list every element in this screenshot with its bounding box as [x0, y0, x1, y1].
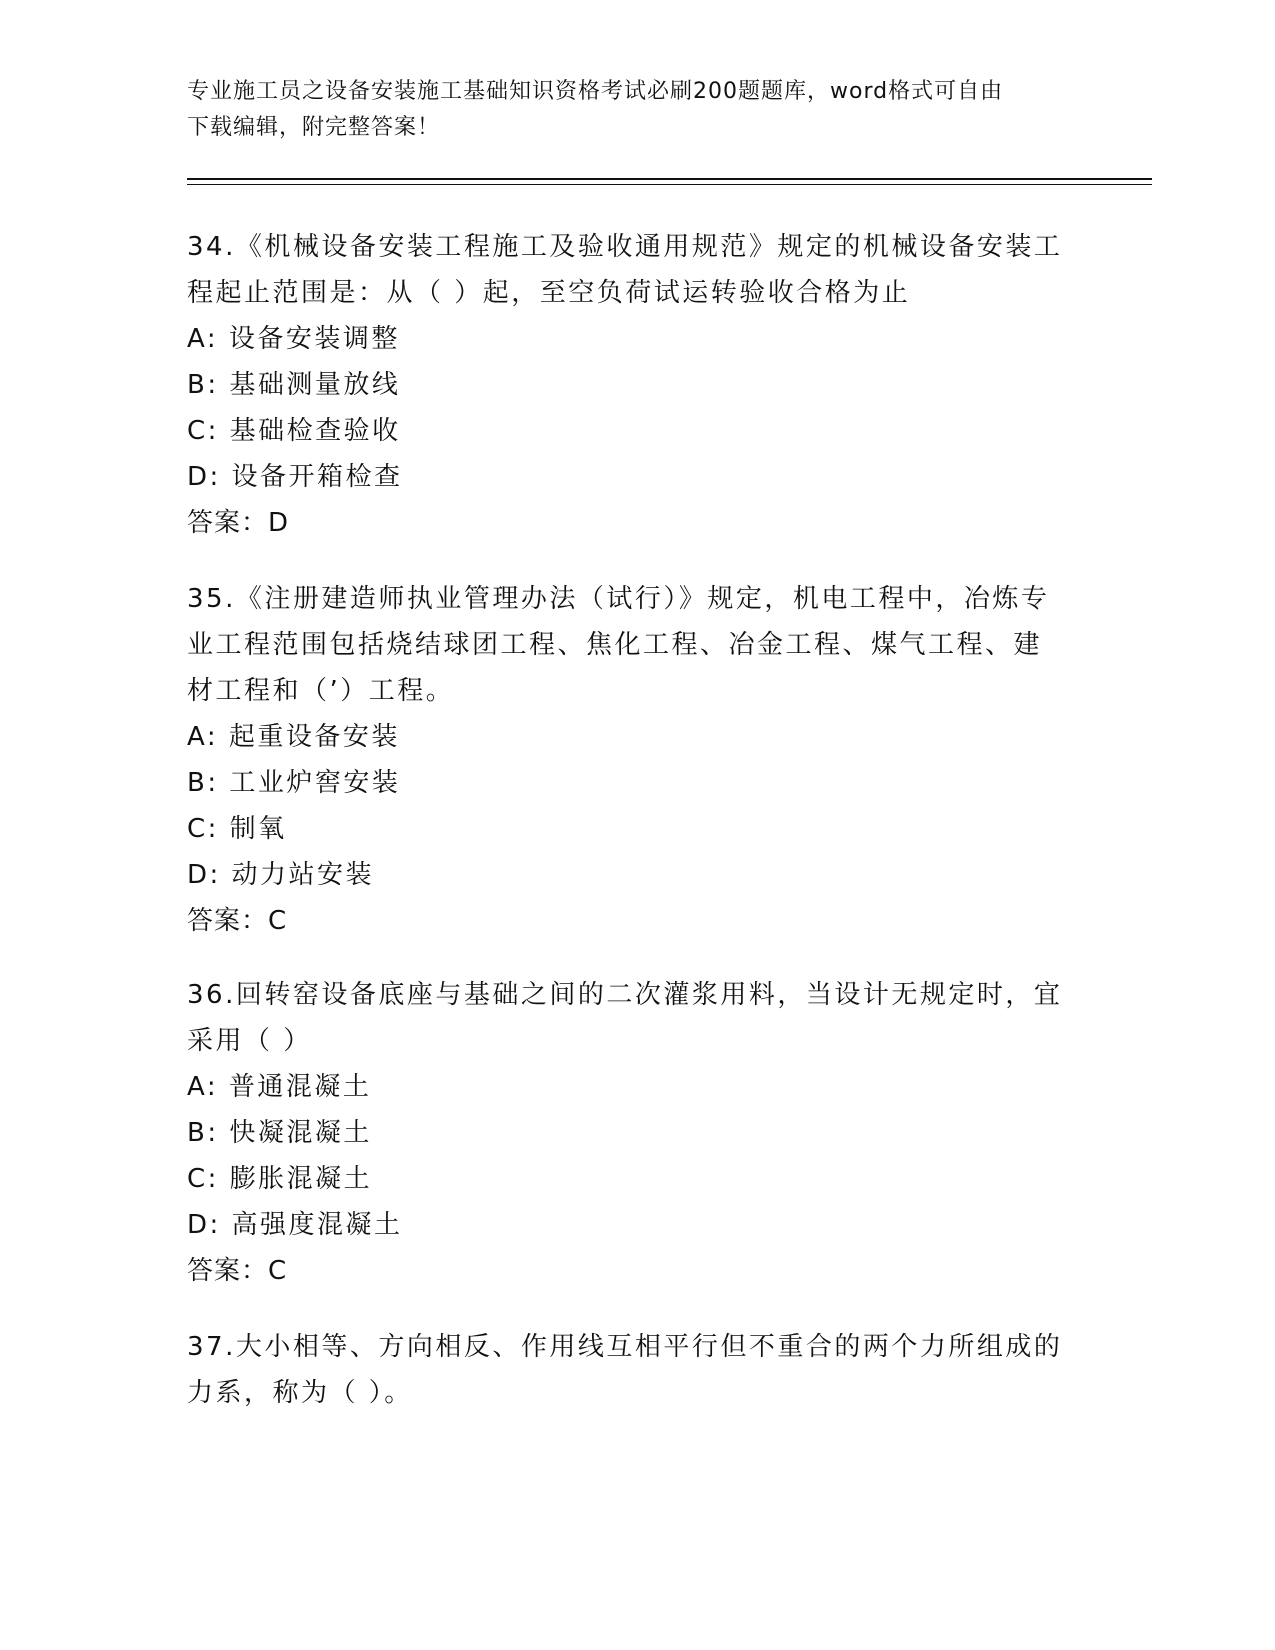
option-d: D: 动力站安装 — [187, 860, 375, 890]
question-34 — [187, 224, 1077, 546]
option-a: A: 普通混凝土 — [187, 1072, 372, 1102]
question-stem: 程起止范围是：从（ ）起，至空负荷试运转验收合格为止 — [187, 278, 911, 308]
question-stem: 34.《机械设备安装工程施工及验收通用规范》规定的机械设备安装工 — [187, 232, 1063, 262]
question-stem: 35.《注册建造师执业管理办法（试行）》规定，机电工程中，冶炼专 — [187, 584, 1050, 614]
option-a: A: 起重设备安装 — [187, 722, 400, 752]
question-stem: 36.回转窑设备底座与基础之间的二次灌浆用料，当设计无规定时，宜 — [187, 980, 1063, 1010]
header-line-1: 专业施工员之设备安装施工基础知识资格考试必刷200题题库，word格式可自由 — [187, 79, 1004, 104]
question-35 — [187, 576, 1077, 944]
question-stem: 力系，称为（ ）。 — [187, 1378, 413, 1408]
option-c: C: 基础检查验收 — [187, 416, 401, 446]
option-d: D: 高强度混凝土 — [187, 1210, 403, 1240]
option-b: B: 工业炉窖安装 — [187, 768, 401, 798]
answer: 答案：C — [187, 906, 288, 936]
answer: 答案：D — [187, 508, 290, 538]
option-b: B: 基础测量放线 — [187, 370, 401, 400]
option-c: C: 膨胀混凝土 — [187, 1164, 373, 1194]
option-c: C: 制氧 — [187, 814, 287, 844]
question-stem: 材工程和（’）工程。 — [187, 676, 455, 706]
header-divider-thick — [187, 178, 1152, 180]
question-37 — [187, 1324, 1077, 1416]
header-line-2: 下载编辑，附完整答案！ — [187, 115, 441, 140]
option-b: B: 快凝混凝土 — [187, 1118, 372, 1148]
option-a: A: 设备安装调整 — [187, 324, 400, 354]
answer: 答案：C — [187, 1256, 288, 1286]
question-stem: 业工程范围包括烧结球团工程、焦化工程、冶金工程、煤气工程、建 — [187, 630, 1043, 660]
document-header — [187, 74, 1067, 146]
question-36 — [187, 972, 1077, 1294]
header-divider-thin — [187, 184, 1152, 185]
question-stem: 采用（ ） — [187, 1026, 312, 1056]
question-stem: 37.大小相等、方向相反、作用线互相平行但不重合的两个力所组成的 — [187, 1332, 1063, 1362]
option-d: D: 设备开箱检查 — [187, 462, 403, 492]
